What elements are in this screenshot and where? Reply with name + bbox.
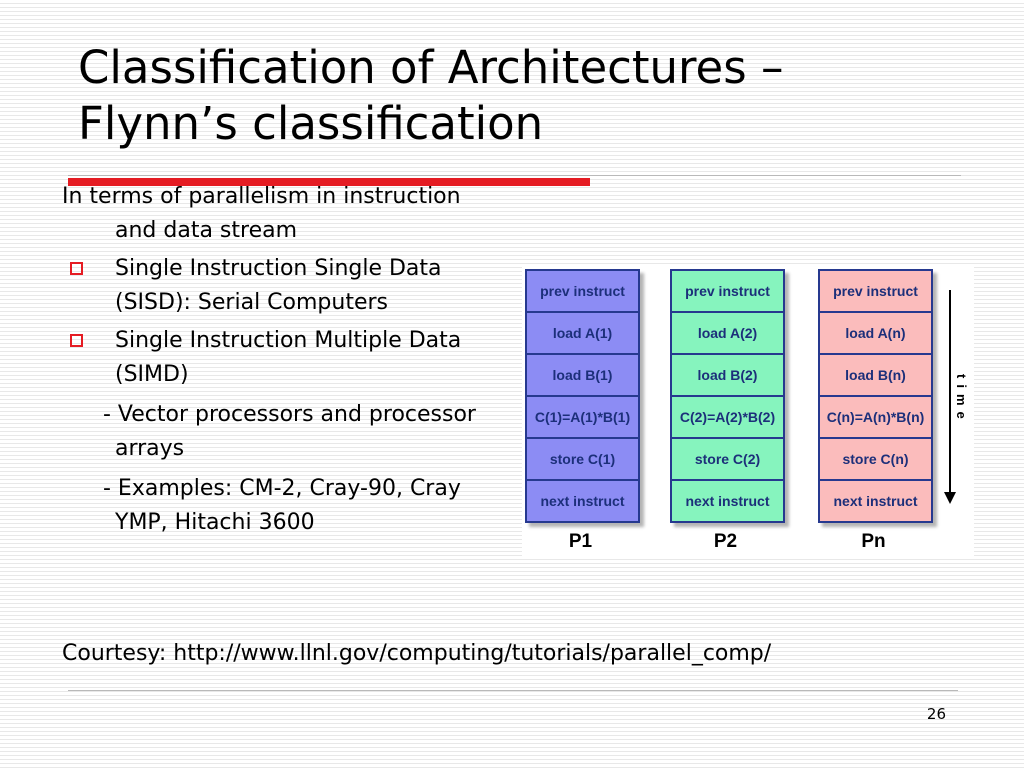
processor-column-pn <box>818 269 933 523</box>
instruction-cell: prev instruct <box>672 271 783 311</box>
time-arrow <box>949 290 951 496</box>
slide-body <box>62 180 492 540</box>
instruction-cell: C(n)=A(n)*B(n) <box>820 395 931 437</box>
instruction-cell: load B(1) <box>527 353 638 395</box>
instruction-cell: load B(2) <box>672 353 783 395</box>
page-number: 26 <box>926 705 946 723</box>
processor-label: P2 <box>713 531 738 552</box>
bullet-text: Single Instruction Multiple Data (SIMD) <box>115 328 462 387</box>
intro-text: In terms of parallelism in instruction and data stream <box>62 184 461 243</box>
processor-column-p2 <box>670 269 785 523</box>
title-divider <box>68 175 961 176</box>
processor-column-p1 <box>525 269 640 523</box>
instruction-cell: store C(n) <box>820 437 931 479</box>
instruction-cell: next instruct <box>820 479 931 521</box>
instruction-cell: prev instruct <box>527 271 638 311</box>
hollow-square-icon <box>70 262 83 275</box>
bullet-text: Single Instruction Single Data (SISD): Serial Computers <box>115 256 442 315</box>
instruction-cell: load A(n) <box>820 311 931 353</box>
instruction-cell: next instruct <box>527 479 638 521</box>
instruction-cell: C(2)=A(2)*B(2) <box>672 395 783 437</box>
processor-label: P1 <box>568 531 593 552</box>
instruction-cell: next instruct <box>672 479 783 521</box>
hollow-square-icon <box>70 334 83 347</box>
instruction-cell: C(1)=A(1)*B(1) <box>527 395 638 437</box>
bullet-sisd <box>62 252 492 320</box>
simd-diagram <box>522 266 974 556</box>
instruction-cell: load A(1) <box>527 311 638 353</box>
sub-item-examples: - Examples: CM-2, Cray-90, Cray YMP, Hitachi 3600 <box>103 476 461 535</box>
slide-title: Classification of Architectures – Flynn’s classification <box>78 41 784 150</box>
instruction-cell: load A(2) <box>672 311 783 353</box>
sub-item-vector: - Vector processors and processor arrays <box>103 402 476 461</box>
processor-label: Pn <box>861 531 886 552</box>
instruction-cell: load B(n) <box>820 353 931 395</box>
instruction-cell: store C(2) <box>672 437 783 479</box>
arrow-down-icon <box>944 492 956 504</box>
instruction-cell: prev instruct <box>820 271 931 311</box>
instruction-cell: store C(1) <box>527 437 638 479</box>
bullet-simd <box>62 324 492 392</box>
time-label: time <box>954 374 969 425</box>
courtesy-text: Courtesy: http://www.llnl.gov/computing/tutorials/parallel_comp/ <box>62 641 772 666</box>
footer-divider <box>68 690 958 691</box>
